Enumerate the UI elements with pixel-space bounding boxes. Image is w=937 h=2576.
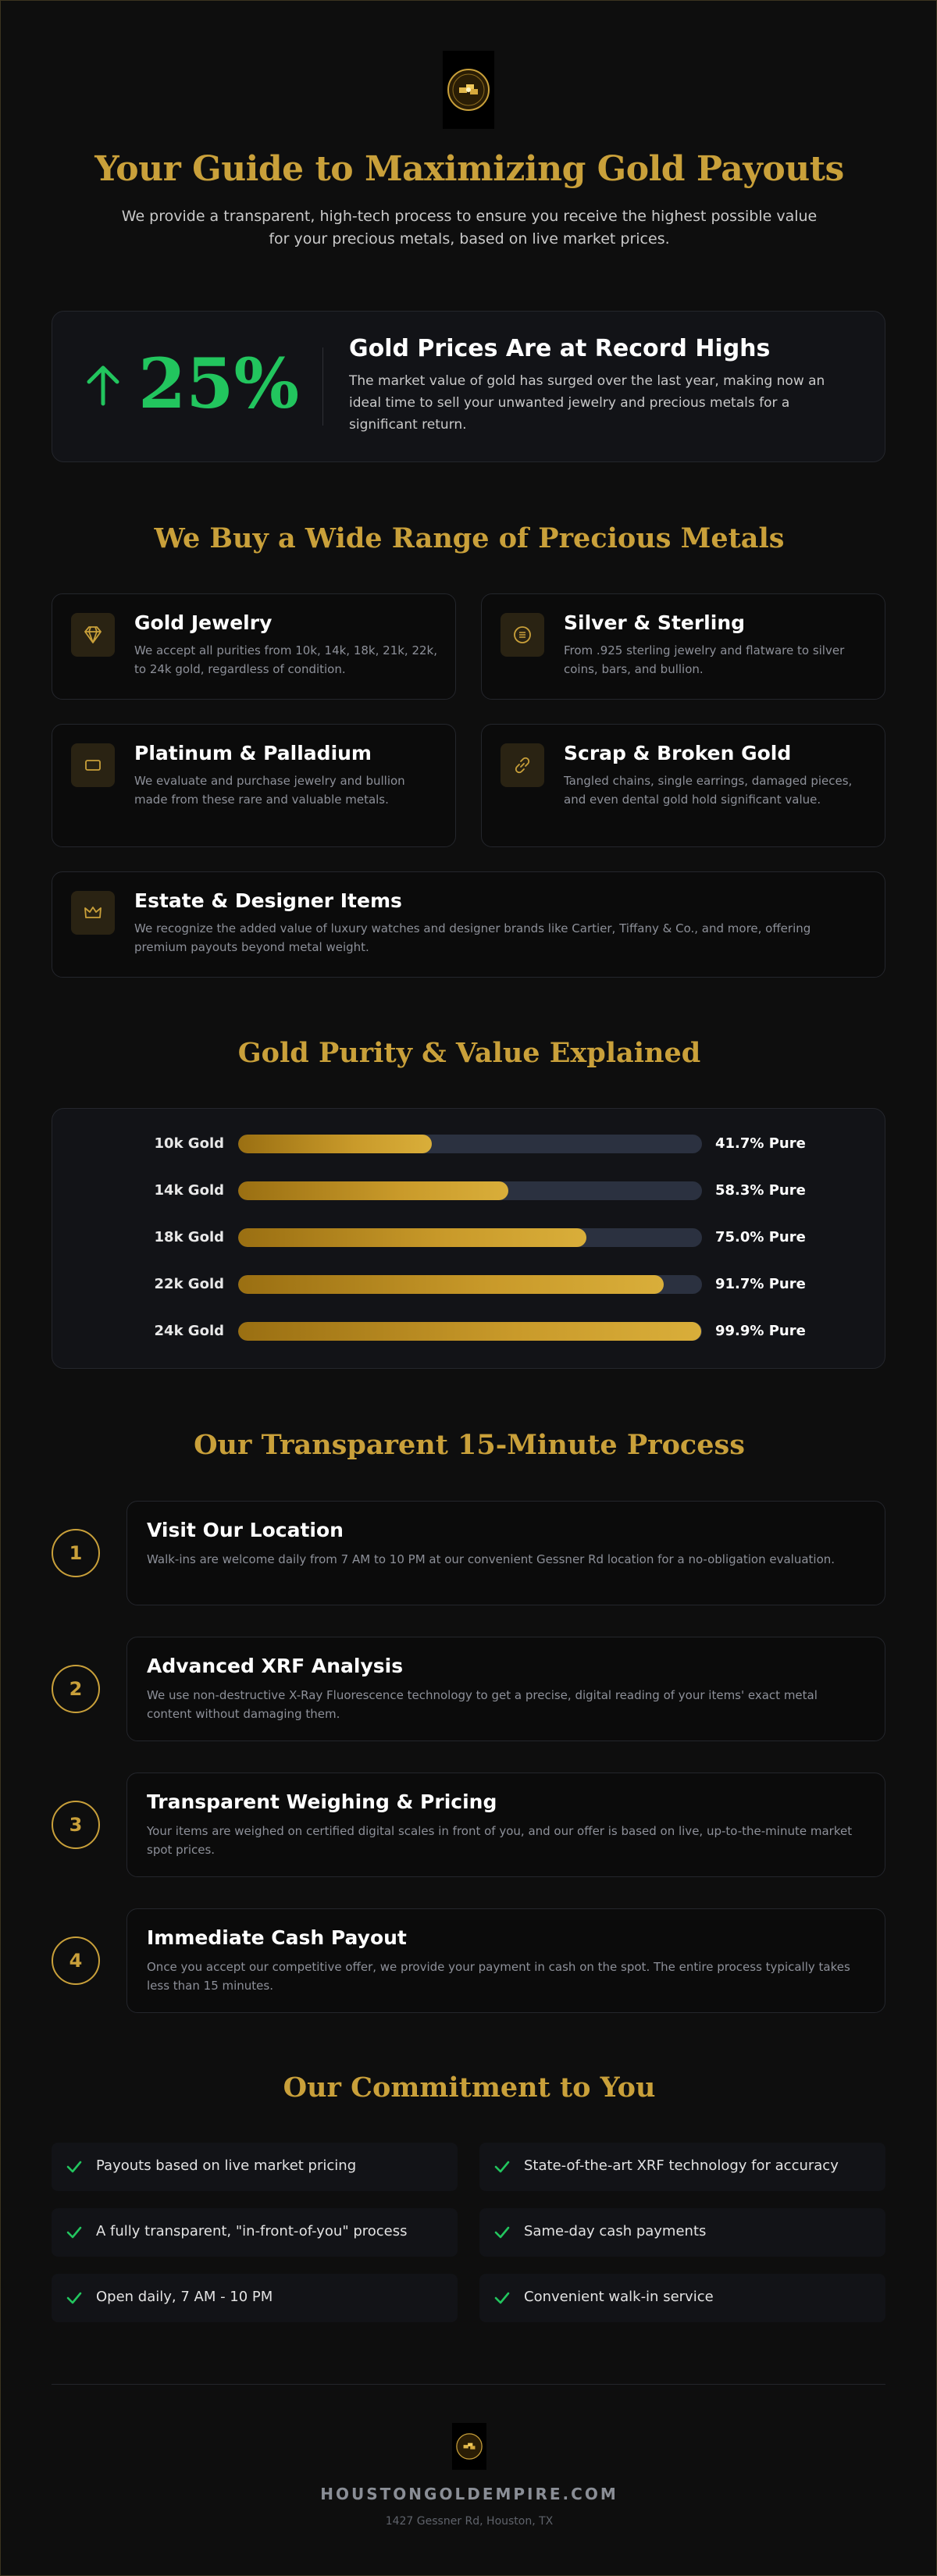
purity-percent-label: 58.3% Pure	[715, 1182, 806, 1199]
metal-title: Scrap & Broken Gold	[564, 742, 792, 764]
commitment-text: Same-day cash payments	[524, 2223, 707, 2239]
page-title: Your Guide to Maximizing Gold Payouts	[94, 149, 844, 189]
purity-bar-track	[238, 1322, 702, 1341]
checkmark-icon	[493, 2224, 511, 2241]
metal-title: Estate & Designer Items	[134, 889, 402, 912]
step-desc: Your items are weighed on certified digital scales in front of you, and our offer is based on live, up-to-the-minute market spot prices.	[147, 1824, 853, 1857]
purity-karat-label: 14k Gold	[154, 1182, 224, 1199]
purity-bar-fill	[238, 1228, 586, 1247]
commitment-item	[479, 2143, 885, 2191]
purity-karat-label: 18k Gold	[154, 1229, 224, 1245]
step-desc: Walk-ins are welcome daily from 7 AM to 10 PM at our convenient Gessner Rd location for a no-obligation evaluation.	[147, 1552, 835, 1566]
commitment-text: Convenient walk-in service	[524, 2289, 714, 2305]
purity-karat-label: 10k Gold	[154, 1135, 224, 1152]
crown-icon	[71, 891, 115, 935]
step-title: Advanced XRF Analysis	[147, 1655, 404, 1677]
footer-divider	[52, 2384, 885, 2385]
step-number: 1	[52, 1529, 100, 1577]
step-desc: Once you accept our competitive offer, we provide your payment in cash on the spot. The entire process typically takes less than 15 minutes.	[147, 1960, 850, 1993]
commitment-item	[479, 2208, 885, 2257]
metal-desc: From .925 sterling jewelry and flatware to silver coins, bars, and bullion.	[564, 643, 845, 676]
record-highs-title: Gold Prices Are at Record Highs	[349, 335, 771, 362]
commitment-text: Open daily, 7 AM - 10 PM	[96, 2289, 273, 2305]
metal-desc: We accept all purities from 10k, 14k, 18k, 21k, 22k, to 24k gold, regardless of condition.	[134, 643, 438, 676]
commitment-heading: Our Commitment to You	[283, 2072, 656, 2104]
purity-bar-track	[238, 1275, 702, 1294]
metal-title: Gold Jewelry	[134, 611, 273, 634]
footer-website-link[interactable]: HOUSTONGOLDEMPIRE.COM	[320, 2485, 618, 2503]
metal-desc: We evaluate and purchase jewelry and bullion made from these rare and valuable metals.	[134, 774, 405, 807]
logo-emblem-icon	[446, 67, 491, 112]
step-number: 2	[52, 1665, 100, 1713]
step-card-payout	[126, 1908, 885, 2013]
metal-card-estate	[52, 871, 885, 978]
record-highs-text: The market value of gold has surged over the last year, making now an ideal time to sell your unwanted jewelry and precious metals for a significant return.	[349, 373, 825, 433]
arrow-up-icon	[85, 363, 121, 407]
divider	[322, 347, 323, 426]
purity-bar-track	[238, 1135, 702, 1153]
page-subtitle: We provide a transparent, high-tech process to ensure you receive the highest possible value for your precious metals, based on live market prices.	[121, 208, 818, 248]
metal-desc: We recognize the added value of luxury watches and designer brands like Cartier, Tiffany & Co., and more, offering premium payouts beyond metal weight.	[134, 921, 811, 954]
metal-card-silver	[481, 593, 885, 700]
metal-desc: Tangled chains, single earrings, damaged pieces, and even dental gold hold significant value.	[564, 774, 853, 807]
step-title: Visit Our Location	[147, 1519, 344, 1541]
step-desc: We use non-destructive X-Ray Fluorescence technology to get a precise, digital reading of your items' exact metal content without damaging them.	[147, 1688, 818, 1721]
bar-icon	[71, 743, 115, 787]
purity-row	[52, 1274, 886, 1295]
step-card-weighing	[126, 1773, 885, 1877]
purity-bar-track	[238, 1228, 702, 1247]
step-card-visit	[126, 1501, 885, 1605]
commitment-item	[52, 2208, 458, 2257]
purity-bar-fill	[238, 1275, 664, 1294]
commitment-item	[52, 2274, 458, 2322]
purity-percent-label: 91.7% Pure	[715, 1276, 806, 1292]
metal-title: Silver & Sterling	[564, 611, 746, 634]
step-card-xrf	[126, 1637, 885, 1741]
step-number: 4	[52, 1936, 100, 1985]
purity-bar-fill	[238, 1181, 508, 1200]
checkmark-icon	[66, 2158, 83, 2175]
logo-emblem-icon	[455, 2432, 483, 2460]
price-increase-stat: 25%	[138, 343, 300, 424]
checkmark-icon	[66, 2289, 83, 2307]
brand-logo[interactable]	[443, 51, 494, 129]
metal-card-gold-jewelry	[52, 593, 456, 700]
footer-logo[interactable]	[452, 2423, 486, 2470]
purity-karat-label: 22k Gold	[154, 1276, 224, 1292]
step-number: 3	[52, 1801, 100, 1849]
metal-card-scrap	[481, 724, 885, 847]
checkmark-icon	[66, 2224, 83, 2241]
purity-bar-fill	[238, 1135, 432, 1153]
purity-percent-label: 99.9% Pure	[715, 1323, 806, 1339]
commitment-item	[52, 2143, 458, 2191]
purity-row	[52, 1227, 886, 1248]
record-highs-card	[52, 311, 885, 462]
purity-heading: Gold Purity & Value Explained	[237, 1037, 701, 1069]
purity-row	[52, 1181, 886, 1201]
commitment-text: State-of-the-art XRF technology for accuracy	[524, 2157, 839, 2174]
step-title: Transparent Weighing & Pricing	[147, 1790, 497, 1813]
process-heading: Our Transparent 15-Minute Process	[194, 1429, 745, 1461]
metal-title: Platinum & Palladium	[134, 742, 372, 764]
footer-address: 1427 Gessner Rd, Houston, TX	[385, 2515, 554, 2528]
gem-icon	[71, 613, 115, 657]
purity-card	[52, 1108, 885, 1369]
checkmark-icon	[493, 2289, 511, 2307]
metals-heading: We Buy a Wide Range of Precious Metals	[154, 522, 785, 554]
commitment-item	[479, 2274, 885, 2322]
commitment-text: A fully transparent, "in-front-of-you" process	[96, 2223, 408, 2239]
purity-bar-fill	[238, 1322, 701, 1341]
step-title: Immediate Cash Payout	[147, 1926, 407, 1949]
commitment-text: Payouts based on live market pricing	[96, 2157, 357, 2174]
coin-icon	[501, 613, 544, 657]
metal-card-platinum	[52, 724, 456, 847]
purity-percent-label: 75.0% Pure	[715, 1229, 806, 1245]
checkmark-icon	[493, 2158, 511, 2175]
purity-row	[52, 1134, 886, 1154]
purity-row	[52, 1321, 886, 1341]
purity-bar-track	[238, 1181, 702, 1200]
purity-percent-label: 41.7% Pure	[715, 1135, 806, 1152]
link-icon	[501, 743, 544, 787]
purity-karat-label: 24k Gold	[154, 1323, 224, 1339]
